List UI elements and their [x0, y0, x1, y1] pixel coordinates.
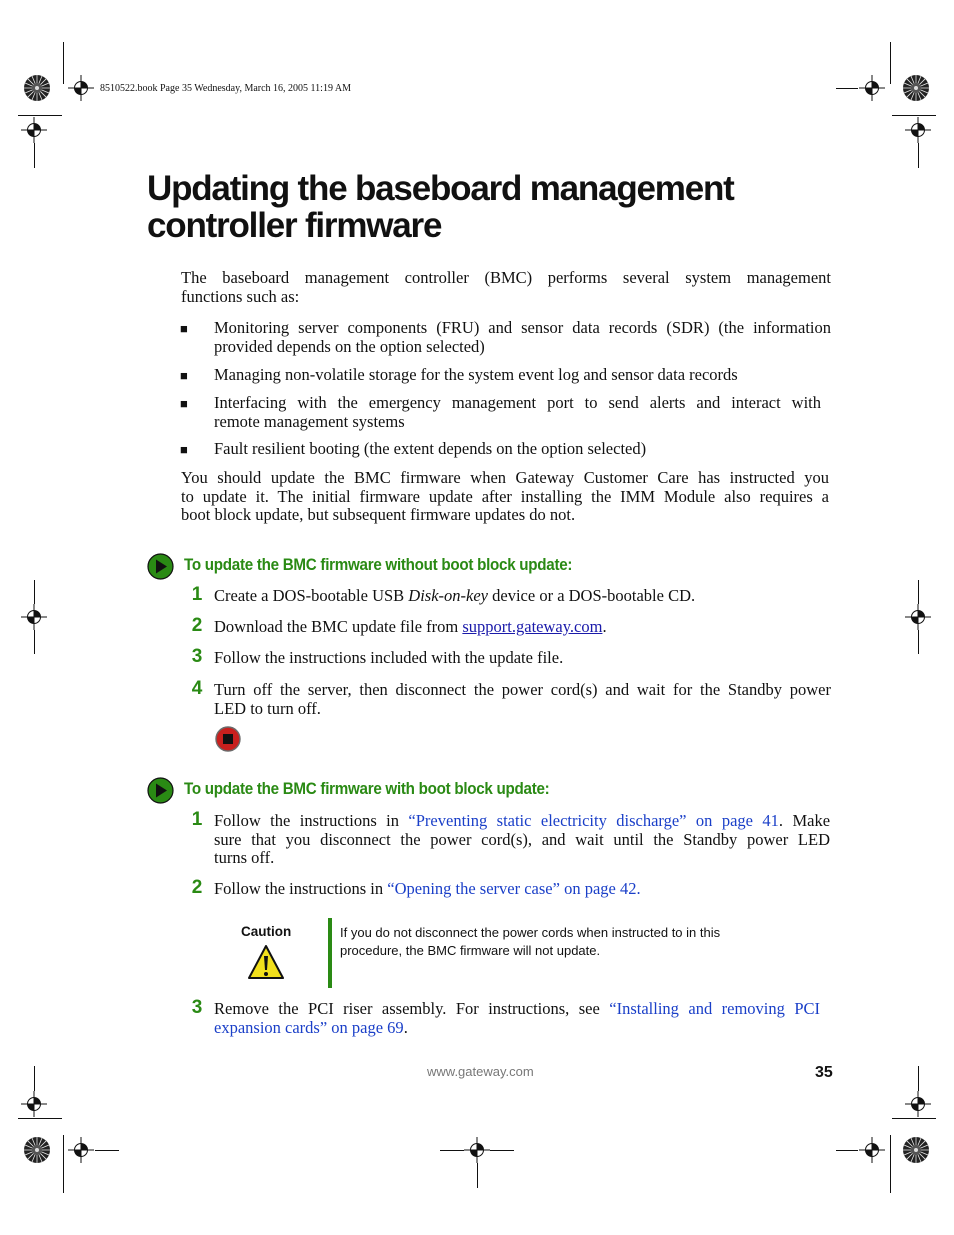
- update-paragraph: [181, 469, 829, 525]
- bullet-line: provided depends on the option selected): [214, 336, 485, 356]
- update-line: You should update the BMC firmware when Gateway Customer Care has instructed you: [181, 468, 829, 487]
- caution-line: If you do not disconnect the power cords when instructed to in this: [340, 925, 721, 940]
- print-header: 8510522.book Page 35 Wednesday, March 16, 2005 11:19 AM: [100, 83, 352, 94]
- step-line: sure that you disconnect the power cord(s), and wait until the Standby power LED: [214, 829, 830, 849]
- bullet-line: Interfacing with the emergency management port to send alerts and interact with: [214, 393, 821, 412]
- step-text-part: . Make: [778, 811, 831, 830]
- play-arrow-icon: [147, 777, 174, 804]
- step-text-part: Download the BMC update file from: [214, 617, 463, 636]
- step-number: 3: [191, 646, 203, 667]
- registration-mark-icon: [21, 117, 47, 143]
- registration-mark-icon: [905, 117, 931, 143]
- step-text-part: Follow the instructions in: [214, 811, 409, 830]
- update-line: to update it. The initial firmware update after installing the IMM Module also requires a: [181, 486, 829, 506]
- bullet-glyph: ■: [180, 321, 188, 336]
- caution-bar: [328, 918, 332, 988]
- step-text-part: .: [403, 1017, 408, 1037]
- intro-line: The baseboard management controller (BMC) performs several system management: [181, 268, 831, 287]
- bullet-line: remote management systems: [214, 411, 405, 431]
- step-text: Follow the instructions included with the update file.: [214, 648, 564, 667]
- bullet-line: Fault resilient booting (the extent depends on the option selected): [214, 439, 647, 458]
- registration-mark-icon: [68, 1137, 94, 1163]
- step-number: 4: [191, 678, 203, 699]
- pci-cards-link[interactable]: expansion cards” on page 69: [214, 1017, 404, 1037]
- section-heading: To update the BMC firmware without boot block update:: [184, 556, 573, 574]
- page-title-line2: controller firmware: [147, 206, 442, 245]
- step-text-emphasis: Disk-on-key: [408, 586, 489, 605]
- step-text: [214, 618, 607, 637]
- color-wheel-icon: [24, 75, 50, 101]
- registration-mark-icon: [859, 1137, 885, 1163]
- registration-mark-icon: [21, 604, 47, 630]
- step-text: [214, 812, 830, 868]
- play-arrow-icon: [147, 553, 174, 580]
- registration-mark-icon: [905, 1091, 931, 1117]
- step-number: 1: [191, 584, 203, 605]
- warning-triangle-icon: [247, 944, 285, 980]
- bullet-glyph: ■: [180, 442, 188, 457]
- section-heading: To update the BMC firmware with boot block update:: [184, 780, 550, 798]
- step-line: [214, 812, 830, 831]
- step-line: turns off.: [214, 848, 275, 867]
- caution-label: Caution: [241, 924, 292, 939]
- registration-mark-icon: [21, 1091, 47, 1117]
- bullet-item: [214, 366, 831, 385]
- pci-cards-link[interactable]: “Installing and removing PCI: [609, 999, 821, 1018]
- registration-mark-icon: [905, 604, 931, 630]
- step-text-part: device or a DOS-bootable CD.: [488, 586, 696, 605]
- bullet-line: Monitoring server components (FRU) and sensor data records (SDR) (the information: [214, 318, 831, 337]
- color-wheel-icon: [903, 75, 929, 101]
- registration-mark-icon: [859, 75, 885, 101]
- page-number: 35: [815, 1064, 833, 1081]
- caution-line: procedure, the BMC firmware will not update.: [340, 942, 601, 958]
- step-line: Turn off the server, then disconnect the power cord(s) and wait for the Standby power: [214, 680, 831, 699]
- step-text: [214, 587, 695, 606]
- stop-icon: [215, 726, 241, 752]
- bullet-glyph: ■: [180, 396, 188, 411]
- step-number: 2: [191, 615, 203, 636]
- caution-text: [340, 924, 780, 959]
- step-text-part: Follow the instructions in: [214, 879, 388, 898]
- bullet-item: [214, 440, 831, 459]
- color-wheel-icon: [24, 1137, 50, 1163]
- step-line: [214, 1000, 820, 1019]
- step-text-part: Create a DOS-bootable USB: [214, 586, 409, 605]
- page-title: [147, 170, 867, 244]
- step-text-part: Remove the PCI riser assembly. For instructions, see: [214, 999, 610, 1018]
- step-text: [214, 880, 641, 899]
- step-line: LED to turn off.: [214, 698, 321, 718]
- bullet-item: [214, 319, 831, 356]
- update-line: boot block update, but subsequent firmware updates do not.: [181, 505, 576, 524]
- opening-server-case-link[interactable]: “Opening the server case” on page 42.: [387, 879, 641, 898]
- static-electricity-link[interactable]: “Preventing static electricity discharge” on page 41: [408, 811, 779, 830]
- bullet-line: Managing non-volatile storage for the system event log and sensor data records: [214, 365, 738, 384]
- color-wheel-icon: [903, 1137, 929, 1163]
- support-gateway-link[interactable]: support.gateway.com: [462, 617, 603, 636]
- footer-url: www.gateway.com: [427, 1064, 534, 1079]
- page-title-line1: Updating the baseboard management: [147, 169, 734, 208]
- step-text: [214, 681, 831, 718]
- bullet-glyph: ■: [180, 368, 188, 383]
- step-number: 3: [191, 997, 203, 1018]
- bullet-item: [214, 394, 821, 431]
- registration-mark-icon: [464, 1137, 490, 1163]
- intro-paragraph: [181, 269, 831, 306]
- step-text: [214, 1000, 820, 1037]
- intro-line: functions such as:: [181, 286, 300, 306]
- step-text-part: .: [602, 617, 607, 636]
- step-number: 2: [191, 877, 203, 898]
- step-number: 1: [191, 809, 203, 830]
- step-line: [214, 1019, 820, 1038]
- registration-mark-icon: [68, 75, 94, 101]
